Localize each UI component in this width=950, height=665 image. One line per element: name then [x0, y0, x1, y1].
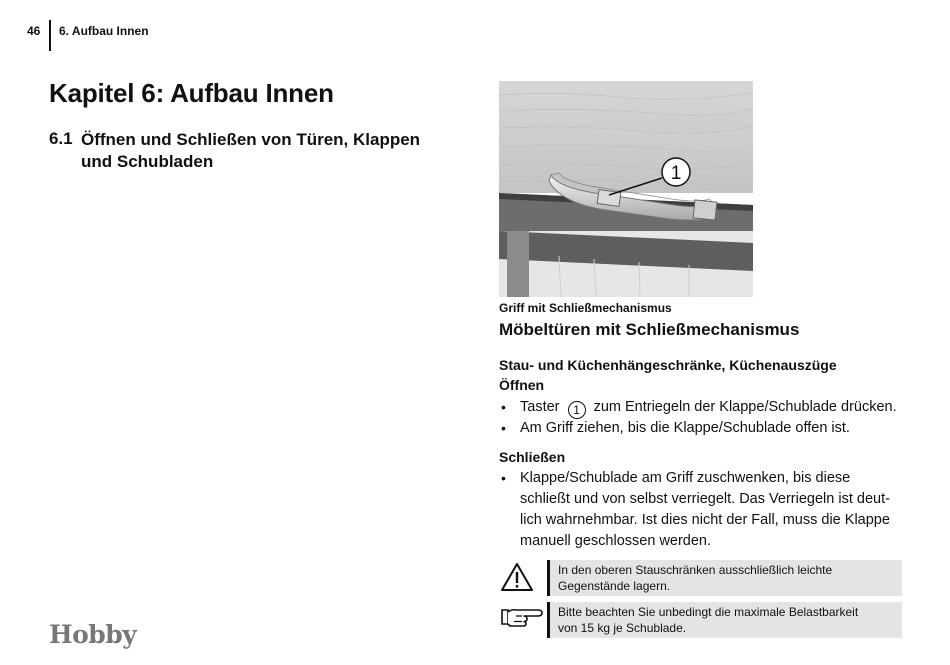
hint-note: [547, 602, 902, 638]
figure-caption: Griff mit Schließmechanismus: [499, 301, 672, 315]
close-bullet-line: manuell geschlossen werden.: [520, 533, 712, 549]
header-section-title: 6. Aufbau Innen: [59, 24, 149, 38]
open-bullet-1: [520, 397, 905, 419]
close-heading: Schließen: [499, 449, 566, 465]
close-bullet: [520, 468, 905, 552]
close-bullet-line: lich wahrnehmbar. Ist dies nicht der Fall, muss die Klappe: [520, 512, 890, 528]
open-bullet-2: Am Griff ziehen, bis die Klappe/Schublade offen ist.: [520, 420, 850, 436]
bullet-symbol: •: [501, 420, 506, 436]
callout-number: 1: [670, 163, 682, 184]
section-title: Öffnen und Schließen von Türen, Klappen und Schubladen: [81, 130, 421, 171]
close-bullet-line: schließt und von selbst verriegelt. Das Verriegeln ist deut-: [520, 491, 890, 507]
open-bullet-1-post: zum Entriegeln der Klappe/Schublade drücken.: [593, 399, 897, 415]
pointing-hand-icon: [500, 605, 544, 634]
close-bullet-line: Klappe/Schublade am Griff zuschwenken, bis diese: [520, 470, 851, 486]
subsection-title: Möbeltüren mit Schließmechanismus: [499, 320, 800, 339]
callout-reference-icon: 1: [568, 401, 586, 419]
open-heading: Öffnen: [499, 377, 545, 393]
warning-note: [547, 560, 902, 596]
bullet-symbol: •: [501, 399, 506, 415]
header-divider: [49, 20, 51, 51]
hint-note-line: von 15 kg je Schublade.: [558, 621, 687, 635]
category-heading: Stau- und Küchenhängeschränke, Küchenauszüge: [499, 357, 837, 373]
chapter-title: Kapitel 6: Aufbau Innen: [49, 78, 334, 108]
warning-triangle-icon: [500, 562, 534, 597]
warning-note-line: Gegenstände lagern.: [558, 579, 671, 593]
bullet-symbol: •: [501, 470, 506, 486]
warning-note-line: In den oberen Stauschränken ausschließlich leichte: [558, 563, 833, 577]
handle-photo: [499, 81, 753, 297]
page-number: 46: [27, 24, 41, 38]
open-bullet-1-pre: Taster: [520, 399, 560, 415]
section-number: 6.1: [49, 129, 73, 148]
hint-note-line: Bitte beachten Sie unbedingt die maximale Belastbarkeit: [558, 605, 859, 619]
hobby-logo: Hobby: [49, 620, 137, 649]
